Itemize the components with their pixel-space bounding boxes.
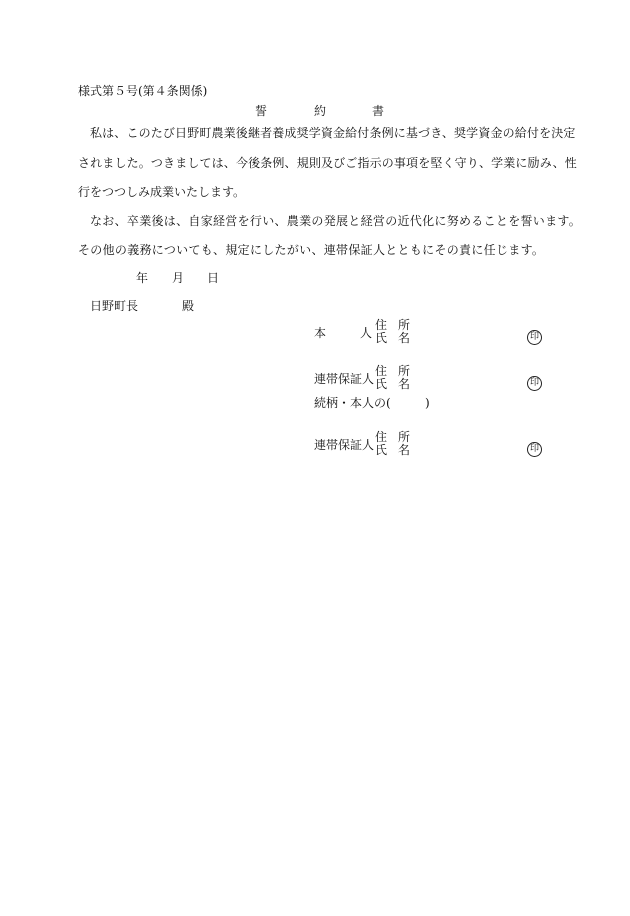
form-label: 様式第５号(第４条関係): [78, 84, 208, 98]
title-char: 書: [372, 104, 385, 118]
date-month: 月: [172, 271, 185, 285]
address-label: 住: [375, 318, 388, 332]
paragraph-line: 私は、このたび日野町農業後継者養成奨学資金給付条例に基づき、奨学資金の給付を決定: [90, 126, 576, 140]
relation-close: ): [425, 396, 430, 410]
name-label: 氏: [375, 377, 388, 391]
title-char: 誓: [255, 104, 268, 118]
paragraph-line: されました。つきましては、今後条例、規則及びご指示の事項を堅く守り、学業に励み、性: [78, 156, 577, 170]
signer-role: 人: [360, 326, 373, 340]
signer-role: 連帯保証人: [314, 438, 375, 452]
seal-mark: 印: [527, 442, 542, 457]
address-label: 所: [398, 364, 411, 378]
name-label: 名: [398, 443, 411, 457]
name-label: 氏: [375, 443, 388, 457]
paragraph-line: その他の義務についても、規定にしたがい、連帯保証人とともにその責に任じます。: [78, 243, 545, 257]
name-label: 氏: [375, 331, 388, 345]
name-label: 名: [398, 331, 411, 345]
address-label: 所: [398, 318, 411, 332]
address-label: 住: [375, 364, 388, 378]
date-day: 日: [207, 271, 220, 285]
addressee-name: 日野町長: [90, 299, 139, 313]
signer-role: 本: [314, 326, 327, 340]
title-char: 約: [314, 104, 327, 118]
paragraph-line: なお、卒業後は、自家経営を行い、農業の発展と経営の近代化に努めることを誓います。: [90, 214, 582, 228]
date-year: 年: [136, 271, 149, 285]
address-label: 住: [375, 430, 388, 444]
address-label: 所: [398, 430, 411, 444]
seal-mark: 印: [527, 376, 542, 391]
relation-label: 続柄・本人の(: [314, 396, 391, 410]
addressee-honorific: 殿: [182, 299, 195, 313]
signer-role: 連帯保証人: [314, 372, 375, 386]
seal-mark: 印: [527, 330, 542, 345]
name-label: 名: [398, 377, 411, 391]
paragraph-line: 行をつつしみ成業いたします。: [78, 185, 246, 199]
